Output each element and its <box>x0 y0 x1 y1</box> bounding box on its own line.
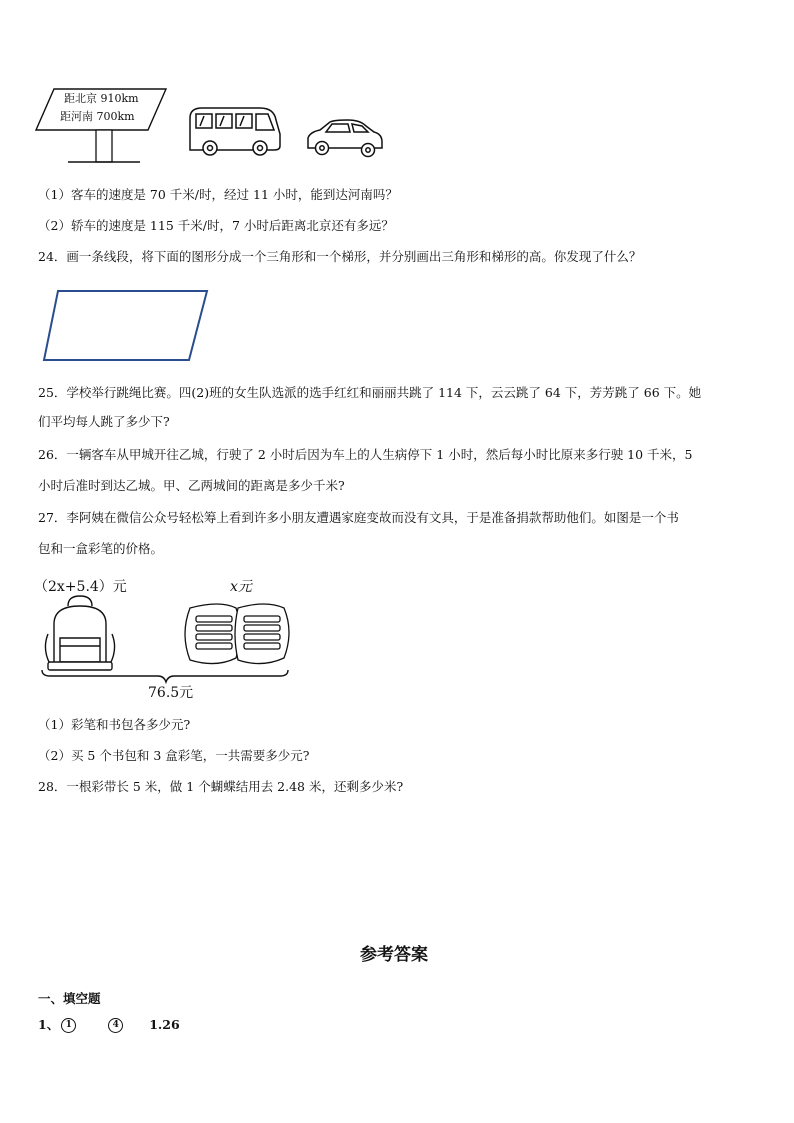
q26-line1: 26．一辆客车从甲城开往乙城，行驶了 2 小时后因为车上的人生病停下 1 小时，然后每小时比原来多行驶 10 千米，5 <box>38 447 693 462</box>
q27-line1: 27．李阿姨在微信公众号轻松筹上看到许多小朋友遭遇家庭变故而没有文具，于是准备捐款帮助他们。如图是一个书 <box>38 510 679 525</box>
answer-1-value: 1.26 <box>149 1017 180 1032</box>
car-icon <box>308 120 382 157</box>
total-price-label: 76.5元 <box>148 685 194 701</box>
q27-sub1: （1）彩笔和书包各多少元? <box>38 717 191 732</box>
sign-line-1: 距北京 910km <box>64 92 139 105</box>
q25-line2: 们平均每人跳了多少下? <box>38 414 170 429</box>
sign-line-2: 距河南 700km <box>60 110 135 123</box>
q23-sub2: （2）轿车的速度是 115 千米/时，7 小时后距离北京还有多远？ <box>38 218 394 233</box>
answer-1-choice-1: 1 <box>61 1018 76 1033</box>
answer-title: 参考答案 <box>360 945 428 965</box>
q28-text: 28．一根彩带长 5 米，做 1 个蝴蝶结用去 2.48 米，还剩多少米? <box>38 779 404 794</box>
parallelogram-shape <box>44 291 207 360</box>
backpack-icon <box>45 596 114 670</box>
answer-1-prefix: 1、 <box>38 1017 60 1032</box>
q25-line1: 25．学校举行跳绳比赛。四(2)班的女生队选派的选手红红和丽丽共跳了 114 下，云云跳了 64 下，芳芳跳了 66 下。她 <box>38 385 702 400</box>
answer-1 <box>38 1016 180 1034</box>
q23-sub1: （1）客车的速度是 70 千米/时，经过 11 小时，能到达河南吗？ <box>38 187 398 202</box>
pen-price-label: x元 <box>230 579 252 595</box>
q27-line2: 包和一盒彩笔的价格。 <box>38 541 164 556</box>
q27-sub2: （2）买 5 个书包和 3 盒彩笔，一共需要多少元? <box>38 748 310 763</box>
answer-section-fill-blank: 一、填空题 <box>38 991 101 1006</box>
bag-price-label: （2x+5.4）元 <box>34 579 127 595</box>
color-pens-icon <box>185 604 289 664</box>
q26-line2: 小时后准时到达乙城。甲、乙两城间的距离是多少千米? <box>38 478 345 493</box>
q24-text: 24．画一条线段，将下面的图形分成一个三角形和一个梯形，并分别画出三角形和梯形的高。你发现了什么？ <box>38 249 642 264</box>
total-brace <box>42 670 288 682</box>
bus-icon <box>190 108 280 155</box>
parallelogram-figure <box>40 288 215 363</box>
answer-1-choice-4: 4 <box>108 1018 123 1033</box>
price-figure <box>40 594 300 684</box>
